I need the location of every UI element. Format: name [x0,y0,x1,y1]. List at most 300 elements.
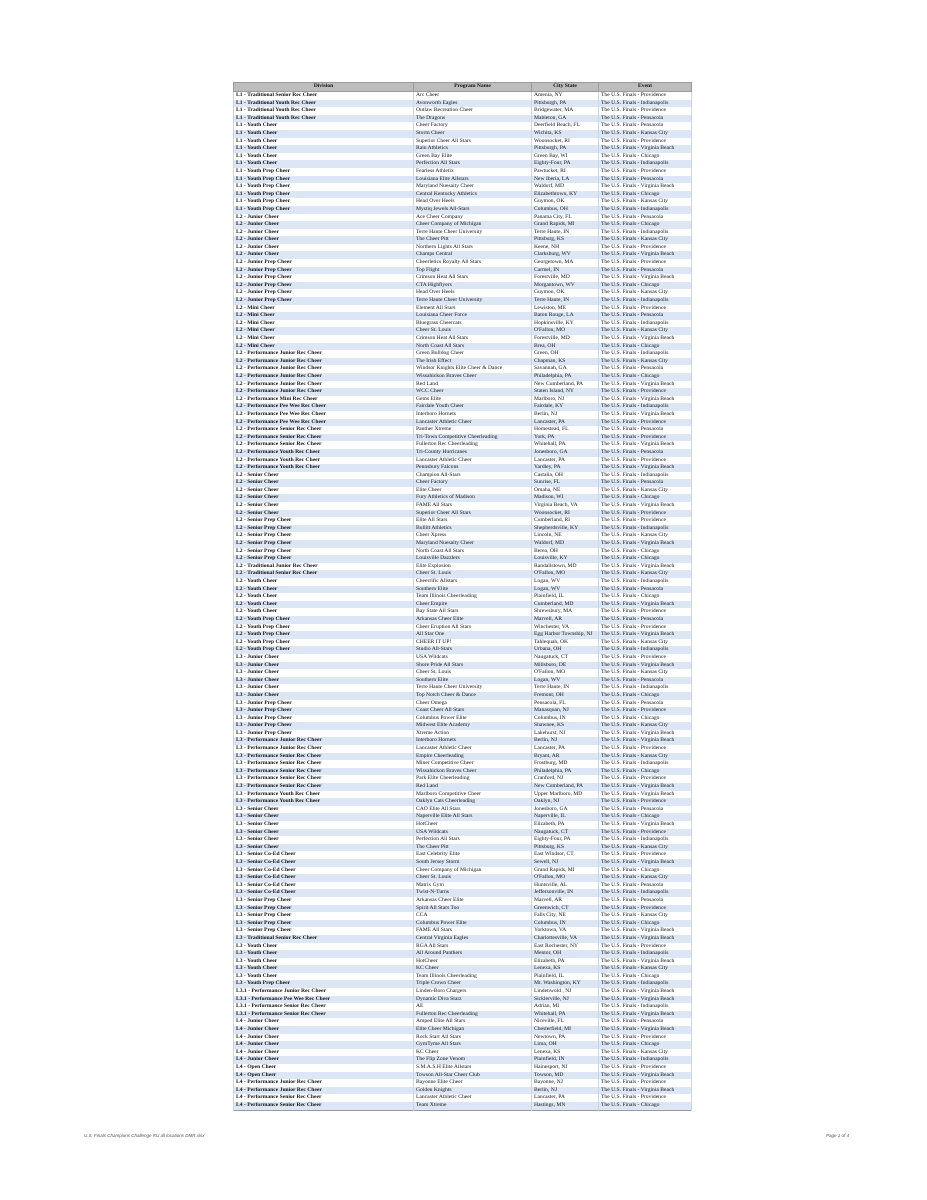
event-cell: The U.S. Finals - Indianapolis [599,836,692,844]
city-state-cell: Columbus, OH [532,206,599,214]
city-state-cell: Philadelphia, PA [532,768,599,776]
program-name-cell: East Celebrity Elite [414,851,532,859]
division-cell: L3 - Senior Cheer [234,806,414,814]
event-cell: The U.S. Finals - Indianapolis [599,760,692,768]
event-cell: The U.S. Finals - Pensacola [599,122,692,130]
event-cell: The U.S. Finals - Providence [599,654,692,662]
program-name-cell: Central Virginia Eagles [414,935,532,943]
event-cell: The U.S. Finals - Pensacola [599,426,692,434]
table-row [234,335,692,343]
city-state-cell: Morgantown, WV [532,282,599,290]
table-row [234,100,692,108]
division-cell: L2 - Youth Prep Cheer [234,631,414,639]
table-row [234,707,692,715]
division-cell: L1 - Youth Cheer [234,160,414,168]
program-name-cell: Amped Elite All Stars [414,1018,532,1026]
table-row [234,548,692,556]
table-row [234,920,692,928]
division-cell: L4 - Junior Cheer [234,1049,414,1057]
table-row [234,251,692,259]
city-state-cell: Bryant, AR [532,753,599,761]
program-name-cell: Fury Athletics of Madison [414,494,532,502]
division-cell: L1 - Youth Prep Cheer [234,176,414,184]
division-cell: L3 - Youth Cheer [234,965,414,973]
program-name-cell: FAME All Stars [414,927,532,935]
program-name-cell: Oaklyn Cats Cheerleading [414,798,532,806]
division-cell: L2 - Performance Junior Rec Cheer [234,388,414,396]
event-cell: The U.S. Finals - Chicago [599,692,692,700]
city-state-cell: Falls City, NE [532,912,599,920]
event-cell: The U.S. Finals - Indianapolis [599,578,692,586]
city-state-cell: Pittsburgh, PA [532,100,599,108]
table-row [234,1018,692,1026]
city-state-cell: Manasquan, NJ [532,707,599,715]
event-cell: The U.S. Finals - Indianapolis [599,684,692,692]
program-name-cell: CAO Elite All Stars [414,806,532,814]
event-cell: The U.S. Finals - Providence [599,138,692,146]
table-row [234,654,692,662]
city-state-cell: Deerfield Beach, FL [532,122,599,130]
city-state-cell: Elizabeth, PA [532,821,599,829]
program-name-cell: Team Illinois Cheerleading [414,593,532,601]
program-name-cell: Bay State All Stars [414,608,532,616]
division-cell: L2 - Junior Cheer [234,236,414,244]
table-row [234,775,692,783]
program-name-cell: Elite Cheer [414,487,532,495]
city-state-cell: Panama City, FL [532,214,599,222]
division-cell: L2 - Senior Prep Cheer [234,525,414,533]
event-cell: The U.S. Finals - Kansas City [599,198,692,206]
table-row [234,396,692,404]
event-cell: The U.S. Finals - Providence [599,1094,692,1102]
city-state-cell: Bayonne, NJ [532,1079,599,1087]
city-state-cell: Pensacola, FL [532,700,599,708]
program-name-cell: Arkansas Cheer Elite [414,897,532,905]
city-state-cell: Naugatuck, CT [532,654,599,662]
division-cell: L1 - Traditional Youth Rec Cheer [234,115,414,123]
event-cell: The U.S. Finals - Pensacola [599,312,692,320]
table-row [234,1034,692,1042]
city-state-cell: Forestville, MD [532,274,599,282]
program-name-cell: Head Over Heels [414,198,532,206]
table-row [234,282,692,290]
table-row [234,464,692,472]
event-cell: The U.S. Finals - Pensacola [599,365,692,373]
event-cell: The U.S. Finals - Virginia Beach [599,1072,692,1080]
table-row [234,130,692,138]
division-cell: L4 - Junior Cheer [234,1041,414,1049]
table-row [234,122,692,130]
program-name-cell: Matrix Gym [414,882,532,890]
table-row [234,760,692,768]
table-row [234,479,692,487]
city-state-cell: Baton Rouge, LA [532,312,599,320]
program-name-cell: FAME All Stars [414,502,532,510]
event-cell: The U.S. Finals - Kansas City [599,965,692,973]
city-state-cell: Fremont, OH [532,692,599,700]
program-name-cell: Cheer Omega [414,700,532,708]
division-cell: L2 - Performance Junior Rec Cheer [234,350,414,358]
program-name-cell: Twist-N-Turns [414,889,532,897]
division-cell: L1 - Youth Cheer [234,130,414,138]
event-cell: The U.S. Finals - Virginia Beach [599,996,692,1004]
city-state-cell: Randallstown, MD [532,563,599,571]
table-row [234,449,692,457]
program-name-cell: Dynamic Diva Starz [414,996,532,1004]
event-cell: The U.S. Finals - Pensacola [599,214,692,222]
program-name-cell: The Irish Effect [414,358,532,366]
program-name-cell: Southern Elite [414,677,532,685]
table-row [234,1026,692,1034]
program-name-cell: Shore Pride All Stars [414,662,532,670]
event-cell: The U.S. Finals - Kansas City [599,639,692,647]
program-name-cell: Champion All-Stars [414,472,532,480]
city-state-cell: Cranford, NJ [532,775,599,783]
event-cell: The U.S. Finals - Providence [599,775,692,783]
event-cell: The U.S. Finals - Indianapolis [599,472,692,480]
table-row [234,510,692,518]
city-state-cell: Pittsburg, KS [532,236,599,244]
event-cell: The U.S. Finals - Indianapolis [599,229,692,237]
table-row [234,996,692,1004]
event-cell: The U.S. Finals - Providence [599,388,692,396]
program-name-cell: Team Illinois Cheerleading [414,973,532,981]
table-row [234,874,692,882]
division-cell: L2 - Senior Cheer [234,502,414,510]
division-cell: L1 - Youth Prep Cheer [234,206,414,214]
table-row [234,624,692,632]
table-row [234,730,692,738]
program-name-cell: Avonworth Eagles [414,100,532,108]
table-row [234,350,692,358]
table-row [234,601,692,609]
table-row [234,677,692,685]
program-name-cell: Terre Haute Cheer University [414,229,532,237]
division-cell: L4 - Junior Cheer [234,1056,414,1064]
table-row [234,889,692,897]
division-cell: L3 - Performance Junior Rec Cheer [234,745,414,753]
table-row [234,525,692,533]
division-cell: L2 - Performance Junior Rec Cheer [234,373,414,381]
division-cell: L3 - Youth Cheer [234,950,414,958]
division-cell: L3 - Senior Co-Ed Cheer [234,882,414,890]
city-state-cell: O'Fallon, MO [532,874,599,882]
event-cell: The U.S. Finals - Indianapolis [599,889,692,897]
city-state-cell: Plainfield, IN [532,1056,599,1064]
division-cell: L3 - Youth Cheer [234,973,414,981]
table-row [234,487,692,495]
division-cell: L4 - Junior Cheer [234,1018,414,1026]
event-cell: The U.S. Finals - Chicago [599,920,692,928]
division-cell: L2 - Performance Youth Rec Cheer [234,464,414,472]
city-state-cell: East Windsor, CT [532,851,599,859]
division-cell: L2 - Youth Prep Cheer [234,639,414,647]
program-name-cell: Empire Cheerleading [414,753,532,761]
division-cell: L2 - Youth Cheer [234,578,414,586]
city-state-cell: Georgetown, MA [532,259,599,267]
table-row [234,563,692,571]
division-cell: L2 - Youth Cheer [234,586,414,594]
program-name-cell: Louisville Dazzlers [414,555,532,563]
program-name-cell: WCC Cheer [414,388,532,396]
division-cell: L2 - Junior Prep Cheer [234,297,414,305]
city-state-cell: Omaha, NE [532,487,599,495]
event-cell: The U.S. Finals - Providence [599,92,692,100]
program-name-cell: Elite Explosion [414,563,532,571]
city-state-cell: Berea, OH [532,548,599,556]
table-row [234,92,692,100]
table-row [234,798,692,806]
city-state-cell: Green, OH [532,350,599,358]
city-state-cell: Mableton, GA [532,115,599,123]
table-row [234,198,692,206]
city-state-cell: Lancaster, PA [532,457,599,465]
table-row [234,616,692,624]
city-state-cell: Plainfield, IL [532,593,599,601]
event-cell: The U.S. Finals - Virginia Beach [599,859,692,867]
table-row [234,700,692,708]
table-row [234,168,692,176]
program-name-cell: USA Wildcats [414,654,532,662]
table-row [234,214,692,222]
city-state-cell: Tahlequah, OK [532,639,599,647]
table-row [234,229,692,237]
event-cell: The U.S. Finals - Providence [599,1064,692,1072]
table-row [234,411,692,419]
program-name-cell: Louisiana Elite Allstars [414,176,532,184]
division-cell: L2 - Performance Senior Rec Cheer [234,441,414,449]
event-cell: The U.S. Finals - Providence [599,259,692,267]
table-row [234,988,692,996]
division-cell: L3 - Senior Cheer [234,813,414,821]
table-row [234,836,692,844]
table-row [234,935,692,943]
table-row [234,980,692,988]
division-cell: L1 - Youth Prep Cheer [234,183,414,191]
table-row [234,1087,692,1095]
table-row [234,973,692,981]
program-name-cell: Bullitt Athletics [414,525,532,533]
program-name-cell: KC Cheer [414,1049,532,1057]
table-row [234,684,692,692]
city-state-cell: O'Fallon, MO [532,327,599,335]
event-cell: The U.S. Finals - Chicago [599,153,692,161]
program-name-cell: Towson All-Star Cheer Club [414,1072,532,1080]
event-cell: The U.S. Finals - Pensacola [599,806,692,814]
city-state-cell: Yorktown, VA [532,927,599,935]
event-cell: The U.S. Finals - Virginia Beach [599,251,692,259]
table-row [234,768,692,776]
city-state-cell: Madison, WI [532,494,599,502]
program-name-cell: Terre Haute Cheer University [414,684,532,692]
city-state-cell: Guymon, OK [532,198,599,206]
program-name-cell: AE [414,1003,532,1011]
event-cell: The U.S. Finals - Virginia Beach [599,737,692,745]
city-state-cell: Sunrise, FL [532,479,599,487]
event-cell: The U.S. Finals - Virginia Beach [599,791,692,799]
table-row [234,578,692,586]
program-name-cell: South Jersey Storm [414,859,532,867]
division-cell: L2 - Junior Cheer [234,244,414,252]
event-cell: The U.S. Finals - Providence [599,305,692,313]
event-cell: The U.S. Finals - Virginia Beach [599,563,692,571]
city-state-cell: Columbus, IN [532,920,599,928]
division-cell: L2 - Performance Junior Rec Cheer [234,365,414,373]
program-name-cell: Park Elite Cheerleading [414,775,532,783]
program-name-cell: S.M.A.S.H Elite Allstars [414,1064,532,1072]
city-state-cell: Lancaster, PA [532,745,599,753]
division-cell: L2 - Traditional Junior Rec Cheer [234,563,414,571]
event-cell: The U.S. Finals - Virginia Beach [599,631,692,639]
city-state-cell: Adrian, MI [532,1003,599,1011]
table-row [234,950,692,958]
table-row [234,236,692,244]
city-state-cell: O'Fallon, MO [532,669,599,677]
program-name-cell: CTA Highflyers [414,282,532,290]
program-name-cell: Arkansas Cheer Elite [414,616,532,624]
city-state-cell: Hopkinsville, KY [532,320,599,328]
program-name-cell: Marlboro Competitive Cheer [414,791,532,799]
city-state-cell: Waldorf, MD [532,540,599,548]
table-row [234,320,692,328]
event-cell: The U.S. Finals - Kansas City [599,669,692,677]
division-cell: L1 - Traditional Youth Rec Cheer [234,107,414,115]
program-name-cell: Maryland Nuesaity Cheer [414,183,532,191]
table-row [234,540,692,548]
program-name-cell: Storm Cheer [414,130,532,138]
program-name-cell: Red Land [414,783,532,791]
division-cell: L2 - Junior Cheer [234,214,414,222]
division-cell: L1 - Youth Cheer [234,122,414,130]
event-cell: The U.S. Finals - Kansas City [599,1049,692,1057]
program-name-cell: Columbus Power Elite [414,920,532,928]
city-state-cell: New Iberia, LA [532,176,599,184]
event-cell: The U.S. Finals - Kansas City [599,753,692,761]
city-state-cell: Marlboro, NJ [532,396,599,404]
event-cell: The U.S. Finals - Pensacola [599,897,692,905]
event-cell: The U.S. Finals - Providence [599,1034,692,1042]
table-row [234,312,692,320]
division-cell: L3 - Senior Co-Ed Cheer [234,874,414,882]
division-cell: L3 - Senior Co-Ed Cheer [234,867,414,875]
division-cell: L3.1 - Performance Senior Rec Cheer [234,1011,414,1019]
division-cell: L3 - Junior Cheer [234,662,414,670]
event-cell: The U.S. Finals - Pensacola [599,1018,692,1026]
division-cell: L2 - Senior Cheer [234,487,414,495]
city-state-cell: Grand Rapids, MI [532,221,599,229]
event-cell: The U.S. Finals - Virginia Beach [599,274,692,282]
division-cell: L3 - Senior Cheer [234,821,414,829]
city-state-cell: Berlin, NJ [532,411,599,419]
city-state-cell: Lewiston, ME [532,305,599,313]
event-cell: The U.S. Finals - Virginia Beach [599,783,692,791]
event-cell: The U.S. Finals - Chicago [599,494,692,502]
event-cell: The U.S. Finals - Virginia Beach [599,1011,692,1019]
event-cell: The U.S. Finals - Providence [599,798,692,806]
event-cell: The U.S. Finals - Virginia Beach [599,958,692,966]
city-state-cell: Upper Marlboro, MD [532,791,599,799]
city-state-cell: Shawnee, KS [532,722,599,730]
division-cell: L3 - Performance Senior Rec Cheer [234,760,414,768]
event-cell: The U.S. Finals - Indianapolis [599,525,692,533]
program-name-cell: Mystiq Jewels All-Stars [414,206,532,214]
city-state-cell: Millsboro, DE [532,662,599,670]
event-cell: The U.S. Finals - Virginia Beach [599,540,692,548]
division-cell: L3 - Junior Prep Cheer [234,722,414,730]
division-cell: L2 - Senior Prep Cheer [234,532,414,540]
event-cell: The U.S. Finals - Providence [599,244,692,252]
city-state-cell: Jonesboro, GA [532,449,599,457]
table-row [234,821,692,829]
division-cell: L3 - Youth Prep Cheer [234,980,414,988]
program-name-cell: Wissahickon Braves Cheer [414,373,532,381]
city-state-cell: Terre Haute, IN [532,684,599,692]
division-cell: L3 - Junior Prep Cheer [234,707,414,715]
city-state-cell: Charlottesville, VA [532,935,599,943]
city-state-cell: Newtown, PA [532,1034,599,1042]
event-cell: The U.S. Finals - Chicago [599,221,692,229]
division-cell: L3 - Senior Prep Cheer [234,897,414,905]
program-name-cell: Rock Starr All Stars [414,1034,532,1042]
event-cell: The U.S. Finals - Virginia Beach [599,381,692,389]
division-cell: L2 - Performance Mini Rec Cheer [234,396,414,404]
event-cell: The U.S. Finals - Chicago [599,191,692,199]
table-row [234,1064,692,1072]
event-cell: The U.S. Finals - Chicago [599,593,692,601]
division-cell: L2 - Junior Cheer [234,229,414,237]
program-name-cell: Cheer Company of Michigan [414,221,532,229]
event-cell: The U.S. Finals - Chicago [599,768,692,776]
event-cell: The U.S. Finals - Indianapolis [599,980,692,988]
division-cell: L3 - Senior Prep Cheer [234,905,414,913]
city-state-cell: Elizabeth, PA [532,958,599,966]
table-row [234,859,692,867]
table-row [234,965,692,973]
table-row [234,502,692,510]
program-name-cell: Cheer St. Louis [414,570,532,578]
table-row [234,722,692,730]
program-name-cell: Perfection All Stars [414,160,532,168]
city-state-cell: Lincoln, NE [532,532,599,540]
city-state-cell: Plainfield, IL [532,973,599,981]
table-row [234,1079,692,1087]
division-cell: L2 - Performance Youth Rec Cheer [234,449,414,457]
event-cell: The U.S. Finals - Virginia Beach [599,502,692,510]
table-row [234,844,692,852]
city-state-cell: Chapman, KS [532,358,599,366]
event-cell: The U.S. Finals - Kansas City [599,874,692,882]
event-cell: The U.S. Finals - Providence [599,745,692,753]
program-name-cell: Arc Cheer [414,92,532,100]
table-row [234,221,692,229]
event-cell: The U.S. Finals - Virginia Beach [599,145,692,153]
table-row [234,426,692,434]
division-cell: L2 - Performance Pee Wee Rec Cheer [234,403,414,411]
city-state-cell: Clarksburg, WV [532,251,599,259]
division-cell: L2 - Junior Prep Cheer [234,259,414,267]
table-row [234,646,692,654]
program-name-cell: Studio All-Stars [414,646,532,654]
division-cell: L2 - Senior Cheer [234,494,414,502]
city-state-cell: Yardley, PA [532,464,599,472]
program-name-cell: Miner Competitive Cheer [414,760,532,768]
division-cell: L3 - Youth Cheer [234,958,414,966]
city-state-cell: Lenexa, KS [532,1049,599,1057]
table-row [234,403,692,411]
city-state-cell: Sewell, NJ [532,859,599,867]
city-state-cell: Egg Harbor Township, NJ [532,631,599,639]
table-row [234,813,692,821]
